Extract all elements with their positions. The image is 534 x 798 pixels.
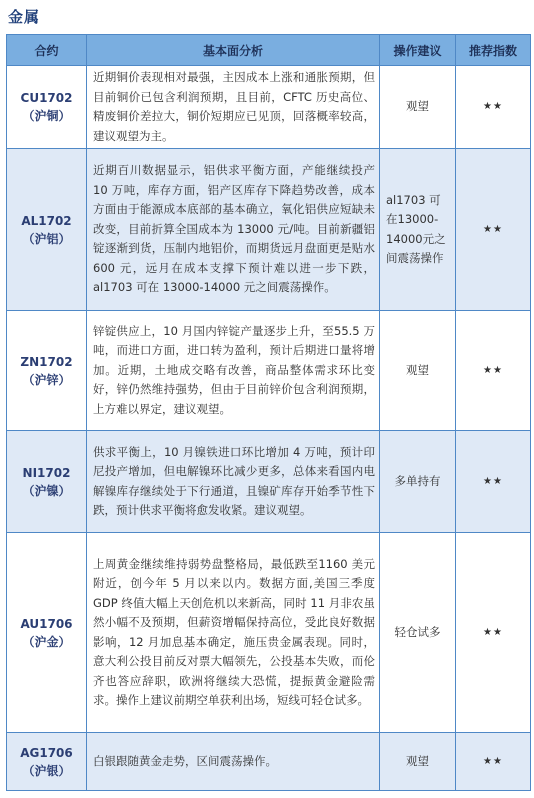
contract-code: NI1702 (22, 465, 71, 480)
table-row-cu (7, 66, 531, 149)
contract-name: （沪镍） (22, 483, 71, 498)
contract-name: （沪银） (22, 763, 71, 778)
analysis-cell: 白银跟随黄金走势，区间震荡操作。 (87, 733, 380, 791)
table-row-zn (7, 311, 531, 431)
contract-cell (7, 431, 87, 533)
table-row-ni (7, 431, 531, 533)
contract-cell (7, 533, 87, 733)
rating-stars: ★★ (456, 733, 531, 791)
header-contract: 合约 (7, 35, 87, 66)
table-row-ag (7, 733, 531, 791)
contract-name: （沪锌） (22, 372, 71, 387)
rating-stars: ★★ (456, 311, 531, 431)
header-rating: 推荐指数 (456, 35, 531, 66)
contract-code: ZN1702 (20, 354, 73, 369)
advice-cell: 多单持有 (380, 431, 456, 533)
analysis-cell: 近期铜价表现相对最强，主因成本上涨和通胀预期，但目前铜价已包含利润预期，且目前，CFTC 历史高位、精废铜价差拉大，铜价短期应已见顶，回落概率较高，建议观望为主。 (87, 66, 380, 149)
rating-stars: ★★ (456, 149, 531, 311)
advice-cell: 观望 (380, 66, 456, 149)
table-row-al (7, 149, 531, 311)
contract-name: （沪金） (22, 634, 71, 649)
contract-cell (7, 66, 87, 149)
advice-cell: 观望 (380, 311, 456, 431)
section-title: 金属 (8, 8, 41, 26)
analysis-cell: 供求平衡上，10 月镍铁进口环比增加 4 万吨，预计印尼投产增加，但电解镍环比减少更多，总体来看国内电解镍库存继续处于下行通道，且镍矿库存开始季节性下跌，预计供求平衡将愈发收紧。建议观望。 (87, 431, 380, 533)
contract-cell (7, 311, 87, 431)
contract-code: AL1702 (21, 213, 72, 228)
contract-name: （沪铜） (22, 109, 71, 123)
rating-stars: ★★ (456, 66, 531, 149)
table-row-au (7, 533, 531, 733)
rating-stars: ★★ (456, 533, 531, 733)
header-analysis: 基本面分析 (87, 35, 380, 66)
advice-cell: al1703 可在13000-14000元之间震荡操作 (380, 149, 456, 311)
table-header-row (7, 35, 531, 66)
contract-cell (7, 733, 87, 791)
contract-code: AU1706 (20, 616, 73, 631)
analysis-cell: 上周黄金继续维持弱势盘整格局，最低跌至1160 美元附近，创今年 5 月以来以内。数据方面,美国三季度 GDP 终值大幅上天创危机以来新高，同时 11 月非农虽然小幅不及预期，但薪资增幅保持高位，受此良好数据影响，12 月加息基本确定，施压贵金属表现。同时，意大利公投目前反对票大幅领先，公投基本失败，而伦齐也答应辞职，欧洲将继续大恐慌，提振黄金避险需求。操作上建议前期空单获利出场，短线可轻仓试多。 (87, 533, 380, 733)
analysis-cell: 近期百川数据显示，铝供求平衡方面，产能继续投产 10 万吨，库存方面，铝产区库存下降趋势改善，成本方面由于能源成本底部的基本确立，氧化铝供应短缺未改变，目前折算全国成本为 13000 元/吨。目前新疆铝锭逐渐到货，压制内地铝价，而期货远月盘面更是贴水 600 元，远月在成本支撑下预计难以进一步下跌，al1703 可在 13000-14000 元之间震荡操作。 (87, 149, 380, 311)
contract-name: （沪铝） (22, 231, 71, 246)
advice-cell: 轻仓试多 (380, 533, 456, 733)
advice-cell: 观望 (380, 733, 456, 791)
rating-stars: ★★ (456, 431, 531, 533)
analysis-cell: 锌锭供应上，10 月国内锌锭产量逐步上升，至55.5 万吨，而进口方面，进口转为盈利，预计后期进口量将增加。近期，土地成交略有改善，商品整体需求环比变好，锌仍然维持强势，但由于目前锌价包含利润预期，上方难以界定，建议观望。 (87, 311, 380, 431)
contract-code: AG1706 (20, 745, 73, 760)
contract-code: CU1702 (20, 91, 73, 105)
contract-cell (7, 149, 87, 311)
metals-table (6, 34, 531, 791)
header-advice: 操作建议 (380, 35, 456, 66)
